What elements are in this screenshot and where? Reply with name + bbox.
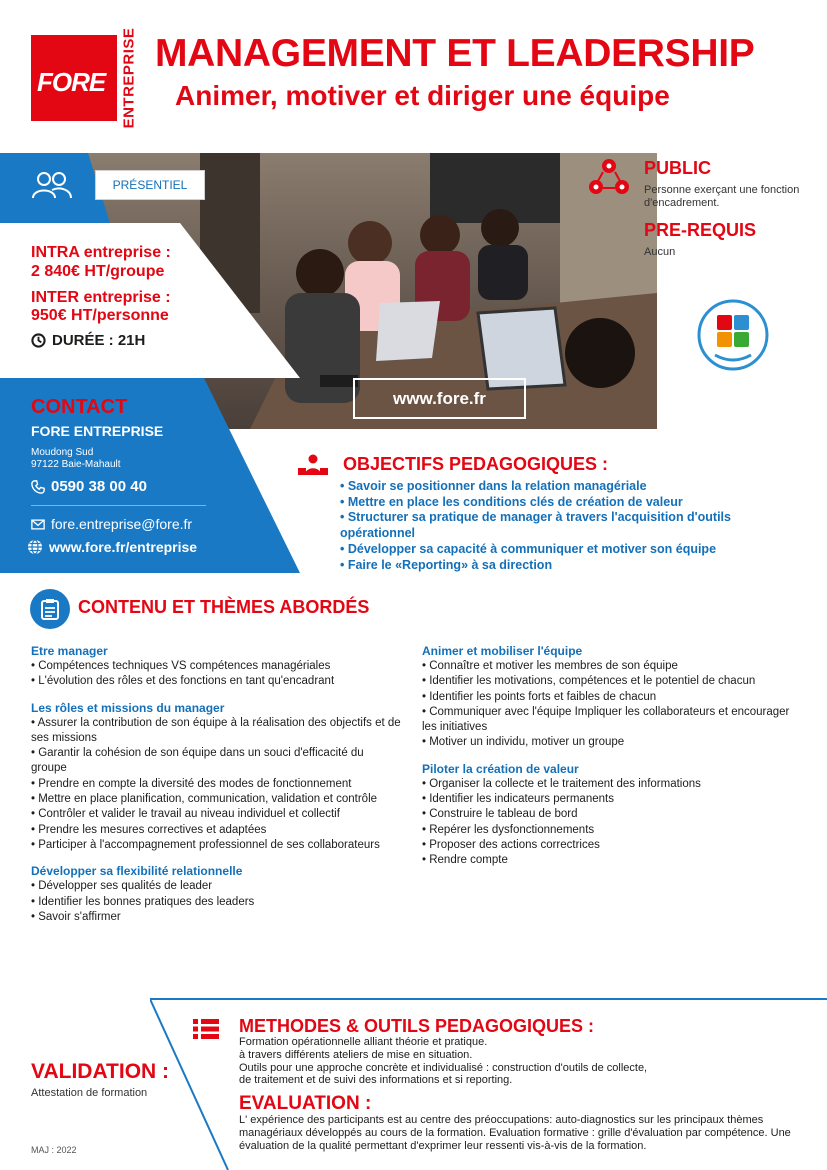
section-heading: Les rôles et missions du manager (31, 700, 225, 715)
page-subtitle: Animer, motiver et diriger une équipe (175, 80, 670, 111)
public-text: Personne exerçant une fonction d'encadrement. (644, 184, 800, 209)
list-item: • Compétences techniques VS compétences managériales (31, 660, 331, 672)
intra-price: 2 840€ HT/groupe (31, 263, 165, 280)
content-title: CONTENU ET THÈMES ABORDÉS (78, 597, 370, 617)
contact-email[interactable] (31, 516, 192, 532)
website-link[interactable]: www.fore.fr (393, 389, 486, 408)
content-right-column (422, 638, 802, 869)
contact-company: FORE ENTREPRISE (31, 423, 164, 439)
mail-icon (31, 519, 45, 530)
list-item: • Identifier les indicateurs permanents (422, 793, 614, 806)
list-item: • Motiver un individu, motiver un groupe (422, 736, 625, 749)
public-icon (588, 157, 630, 197)
list-item: • Prendre les mesures correctives et adaptées (31, 823, 267, 836)
intra-label: INTRA entreprise : (31, 244, 171, 261)
logo-subtitle-text: ENTREPRISE (120, 27, 138, 129)
objectives-title: OBJECTIFS PEDAGOGIQUES : (343, 454, 609, 474)
list-item: • Communiquer avec l'équipe Impliquer les collaborateurs et encourager les initiatives (422, 705, 790, 734)
inter-price: 950€ HT/personne (31, 307, 169, 324)
prerequis-title: PRE-REQUIS (644, 220, 757, 240)
list-item: • Repérer les dysfonctionnements (422, 823, 595, 836)
objective-item: • Faire le «Reporting» à sa direction (340, 557, 553, 572)
contact-title: CONTACT (31, 396, 128, 418)
phone-icon (31, 480, 45, 494)
web-address[interactable]: www.fore.fr/entreprise (49, 539, 198, 555)
list-item: • Rendre compte (422, 854, 508, 867)
phone-number[interactable]: 0590 38 00 40 (51, 478, 147, 495)
clock-icon (31, 333, 46, 348)
content-icon (30, 589, 70, 629)
list-item: • Identifier les points forts et faibles de chacun (422, 690, 657, 703)
prerequis-text: Aucun (644, 246, 676, 258)
objectives-list (340, 479, 780, 573)
list-item: • Assurer la contribution de son équipe à la réalisation des objectifs et de ses missions (31, 716, 401, 744)
inter-label: INTER entreprise : (31, 289, 171, 306)
objective-item: • Structurer sa pratique de manager à travers l'acquisition d'outils opérationnel (340, 510, 731, 541)
list-item: • Participer à l'accompagnement professionnel de ses collaborateurs (31, 838, 380, 851)
mode-label: PRÉSENTIEL (112, 178, 188, 192)
list-item: • Mettre en place planification, communication, validation et contrôle (31, 793, 378, 806)
methods-line: à travers différents ateliers de mise en situation. (239, 1048, 473, 1061)
list-item: • Identifier les motivations, compétences et le potentiel de chacun (422, 675, 756, 688)
methods-icon (193, 1019, 219, 1039)
objective-item: • Savoir se positionner dans la relation managériale (340, 479, 647, 493)
list-item: • Construire le tableau de bord (422, 808, 578, 821)
evaluation-title: EVALUATION : (239, 1093, 372, 1114)
list-item: • Développer ses qualités de leader (31, 880, 213, 893)
list-item: • Proposer des actions correctrices (422, 838, 600, 851)
contact-phone[interactable] (31, 478, 147, 495)
email-address[interactable]: fore.entreprise@fore.fr (51, 516, 193, 532)
section-heading: Développer sa flexibilité relationnelle (31, 864, 243, 879)
objective-item: • Développer sa capacité à communiquer et motiver son équipe (340, 541, 717, 556)
content-left-column (31, 638, 401, 925)
evaluation-text: L' expérience des participants est au centre des préoccupations: auto-diagnostics sur les principaux thèmes managériaux développés au cours de la formation. Evaluation formative : grille d'évaluation par compétence. Une évaluation de la qualité permettant d'exprimer leur ressenti vis-à-vis de la formation. (239, 1114, 791, 1152)
page-title: MANAGEMENT ET LEADERSHIP (155, 32, 755, 75)
methods-line: de traitement et de suivi des informations et si reporting. (239, 1074, 513, 1087)
clipboard-icon (40, 598, 60, 620)
list-item: • Prendre en compte la diversité des modes de fonctionnement (31, 777, 352, 790)
methods-line: Outils pour une approche concrète et individualisé : construction d'outils de collecte, (239, 1061, 648, 1074)
list-item: • Organiser la collecte et le traitement des informations (422, 777, 701, 790)
fore-logo (31, 35, 117, 121)
list-item: • Savoir s'affirmer (31, 910, 121, 923)
update-date: MAJ : 2022 (31, 1145, 77, 1155)
contact-address-line1: Moudong Sud (31, 447, 94, 458)
website-box[interactable] (353, 378, 526, 419)
logo-word: FORE (37, 67, 106, 97)
objectives-icon (298, 454, 328, 476)
section-heading: Piloter la création de valeur (422, 761, 579, 776)
contact-address-line2: 97122 Baie-Mahault (31, 459, 121, 470)
people-icon (30, 170, 74, 200)
contact-divider (31, 505, 206, 506)
list-item: • Connaître et motiver les membres de son équipe (422, 660, 678, 672)
contact-web[interactable] (27, 539, 197, 555)
list-item: • Identifier les bonnes pratiques des leaders (31, 895, 255, 908)
methods-text (239, 1036, 799, 1087)
duration-text: DURÉE : 21H (52, 332, 146, 349)
methods-line: Formation opérationnelle alliant théorie et pratique. (239, 1036, 488, 1048)
validation-title: VALIDATION : (31, 1060, 170, 1083)
globe-icon (27, 539, 43, 555)
objective-item: • Mettre en place les conditions clés de création de valeur (340, 494, 683, 509)
methods-title: METHODES & OUTILS PEDAGOGIQUES : (239, 1016, 595, 1036)
section-heading: Etre manager (31, 644, 108, 658)
list-item: • L'évolution des rôles et des fonctions en tant qu'encadrant (31, 675, 335, 688)
accessibility-badge-icon (697, 299, 769, 371)
list-item: • Garantir la cohésion de son équipe dans un souci d'efficacité du groupe (31, 747, 364, 775)
mode-badge (95, 170, 205, 200)
validation-text: Attestation de formation (31, 1087, 148, 1099)
section-heading: Animer et mobiliser l'équipe (422, 644, 583, 658)
public-title: PUBLIC (644, 158, 711, 178)
duration (31, 332, 145, 349)
list-item: • Contrôler et valider le travail au niveau individuel et collectif (31, 808, 340, 821)
logo-subtitle (117, 27, 141, 129)
